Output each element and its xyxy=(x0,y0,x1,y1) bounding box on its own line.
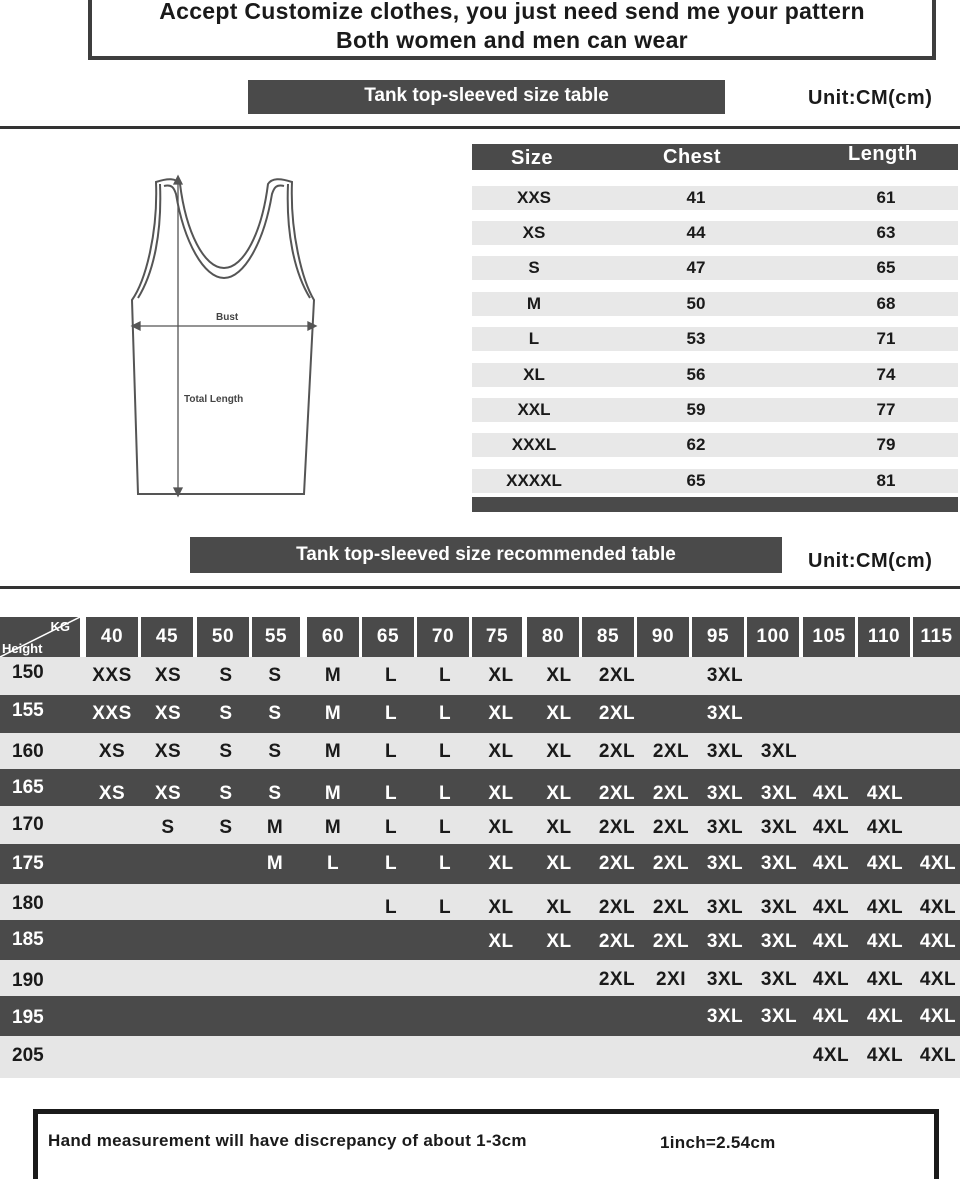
size-recommendation: 3XL xyxy=(706,897,744,918)
weight-header-cell: 45 xyxy=(141,617,193,657)
size-recommendation: 3XL xyxy=(760,853,798,874)
size-recommendation: XS xyxy=(98,783,126,804)
weight-header-cell: 75 xyxy=(472,617,522,657)
length-cell: 77 xyxy=(876,400,896,419)
size-recommendation: L xyxy=(384,783,398,804)
chest-cell: 65 xyxy=(686,471,706,490)
chest-cell: 47 xyxy=(686,258,706,277)
recommend-row xyxy=(0,695,960,733)
size-recommendation: S xyxy=(268,665,282,686)
size-recommendation: M xyxy=(324,665,342,686)
size-recommendation: XL xyxy=(546,665,572,686)
size-recommendation: XL xyxy=(546,853,572,874)
weight-header-cell: 95 xyxy=(692,617,744,657)
size-recommendation: XL xyxy=(488,703,514,724)
recommend-row xyxy=(0,996,960,1036)
size-recommendation: XL xyxy=(488,665,514,686)
recommend-row xyxy=(0,769,960,806)
size-row xyxy=(472,186,958,210)
weight-header-cell: 90 xyxy=(637,617,689,657)
size-row xyxy=(472,327,958,351)
header-subtitle: Both women and men can wear xyxy=(336,27,688,53)
size-recommendation: 4XL xyxy=(919,1045,957,1066)
size-recommendation: 2XL xyxy=(598,931,636,952)
size-recommendation: 3XL xyxy=(706,783,744,804)
size-recommendation: S xyxy=(219,783,233,804)
bust-label: Bust xyxy=(216,312,239,323)
size-recommendation: 2XL xyxy=(652,817,690,838)
size-recommendation: M xyxy=(324,703,342,724)
header-size: Size xyxy=(511,147,554,169)
size-recommendation: 2XI xyxy=(655,969,687,990)
height-value: 180 xyxy=(12,893,44,914)
size-recommendation: 3XL xyxy=(706,931,744,952)
size-cell: XS xyxy=(522,223,546,242)
size-table-unit: Unit:CM(cm) xyxy=(808,87,933,109)
size-recommendation: 3XL xyxy=(706,741,744,762)
length-cell: 79 xyxy=(876,435,896,454)
size-row xyxy=(472,398,958,422)
chest-cell: 56 xyxy=(686,365,706,384)
weight-header-cell: 110 xyxy=(858,617,910,657)
size-recommendation: 4XL xyxy=(812,969,850,990)
total-length-label: Total Length xyxy=(184,394,244,405)
size-recommendation: XXS xyxy=(92,665,132,686)
length-cell: 74 xyxy=(876,365,896,384)
divider xyxy=(0,126,960,129)
size-recommendation: 2XL xyxy=(652,897,690,918)
size-recommendation: S xyxy=(219,665,233,686)
size-recommendation: XS xyxy=(154,741,182,762)
height-value: 155 xyxy=(12,700,44,721)
size-recommendation: S xyxy=(268,741,282,762)
height-value: 205 xyxy=(12,1045,44,1066)
size-recommendation: 3XL xyxy=(706,703,744,724)
size-recommendation: 2XL xyxy=(598,853,636,874)
tank-top-diagram xyxy=(124,172,324,502)
size-recommendation: XL xyxy=(546,897,572,918)
chest-cell: 53 xyxy=(686,329,706,348)
recommend-row xyxy=(0,884,960,920)
size-recommendation: XS xyxy=(154,703,182,724)
size-recommendation: M xyxy=(266,853,284,874)
size-recommendation: XL xyxy=(488,897,514,918)
weight-header-cell: 50 xyxy=(197,617,249,657)
size-recommendation: L xyxy=(438,665,452,686)
size-recommendation: 2XL xyxy=(598,703,636,724)
size-recommendation: XXS xyxy=(92,703,132,724)
size-recommendation: 4XL xyxy=(866,969,904,990)
size-recommendation: 4XL xyxy=(812,931,850,952)
length-cell: 61 xyxy=(876,188,896,207)
length-cell: 68 xyxy=(876,294,896,313)
weight-header-cell: 105 xyxy=(803,617,855,657)
size-recommendation: L xyxy=(438,783,452,804)
size-recommendation: XS xyxy=(98,741,126,762)
weight-header-cell: 65 xyxy=(362,617,414,657)
corner-header xyxy=(0,617,80,657)
size-recommendation: 4XL xyxy=(866,1045,904,1066)
recommend-row xyxy=(0,806,960,844)
size-recommendation: 4XL xyxy=(866,1006,904,1027)
measurement-note: Hand measurement will have discrepancy of about 1-3cm xyxy=(48,1131,527,1150)
size-recommendation: 4XL xyxy=(866,817,904,838)
size-recommendation: 2XL xyxy=(652,853,690,874)
size-recommendation: XL xyxy=(546,783,572,804)
size-recommendation: S xyxy=(219,817,233,838)
size-recommendation: 4XL xyxy=(866,853,904,874)
size-recommendation: 4XL xyxy=(866,897,904,918)
size-recommendation: 4XL xyxy=(919,1006,957,1027)
recommend-table-unit: Unit:CM(cm) xyxy=(808,550,933,572)
size-recommendation: 2XL xyxy=(652,931,690,952)
size-recommendation: 2XL xyxy=(598,897,636,918)
size-recommendation: XL xyxy=(546,741,572,762)
size-recommendation: 3XL xyxy=(760,931,798,952)
size-recommendation: 4XL xyxy=(812,817,850,838)
size-recommendation: S xyxy=(219,703,233,724)
recommend-row xyxy=(0,733,960,769)
recommend-row xyxy=(0,920,960,960)
height-value: 170 xyxy=(12,814,44,835)
size-recommendation: L xyxy=(384,853,398,874)
size-recommendation: M xyxy=(266,817,284,838)
recommend-row xyxy=(0,960,960,996)
chest-cell: 50 xyxy=(686,294,706,313)
size-recommendation: 3XL xyxy=(760,897,798,918)
size-recommendation: XL xyxy=(546,703,572,724)
size-table-header xyxy=(472,144,958,170)
size-recommendation: 3XL xyxy=(706,665,744,686)
height-value: 190 xyxy=(12,970,44,991)
size-recommendation: M xyxy=(324,741,342,762)
divider xyxy=(0,586,960,589)
size-recommendation: 4XL xyxy=(866,931,904,952)
length-cell: 71 xyxy=(876,329,896,348)
size-recommendation: 2XL xyxy=(598,817,636,838)
size-recommendation: XS xyxy=(154,783,182,804)
size-recommendation: XL xyxy=(488,817,514,838)
size-recommendation: 4XL xyxy=(919,969,957,990)
size-recommendation: 4XL xyxy=(919,897,957,918)
chest-cell: 62 xyxy=(686,435,706,454)
height-value: 150 xyxy=(12,662,44,683)
size-recommendation: 4XL xyxy=(866,783,904,804)
size-recommendation: XL xyxy=(488,931,514,952)
chest-cell: 44 xyxy=(686,223,706,242)
size-recommendation: 3XL xyxy=(706,1006,744,1027)
size-recommendation: L xyxy=(438,741,452,762)
height-value: 175 xyxy=(12,853,44,874)
size-row xyxy=(472,469,958,493)
size-row xyxy=(472,256,958,280)
weight-header-cell: 70 xyxy=(417,617,469,657)
weight-header-cell: 40 xyxy=(86,617,138,657)
size-recommendation: 3XL xyxy=(760,817,798,838)
size-recommendation: XL xyxy=(546,931,572,952)
length-cell: 81 xyxy=(876,471,896,490)
weight-header-cell: 100 xyxy=(747,617,799,657)
chest-cell: 59 xyxy=(686,400,706,419)
size-recommendation: S xyxy=(219,741,233,762)
weight-header-cell: 115 xyxy=(913,617,960,657)
size-recommendation: 4XL xyxy=(812,1006,850,1027)
size-recommendation: XL xyxy=(488,783,514,804)
size-recommendation: XL xyxy=(546,817,572,838)
size-recommendation: S xyxy=(161,817,175,838)
size-recommendation: L xyxy=(384,703,398,724)
size-recommendation: 4XL xyxy=(812,853,850,874)
size-recommendation: 3XL xyxy=(706,817,744,838)
recommend-row xyxy=(0,657,960,695)
size-recommendation: 2XL xyxy=(598,969,636,990)
size-row xyxy=(472,292,958,316)
size-recommendation: L xyxy=(384,817,398,838)
size-recommendation: S xyxy=(268,783,282,804)
height-value: 165 xyxy=(12,777,44,798)
size-recommendation: 3XL xyxy=(760,741,798,762)
size-recommendation: 2XL xyxy=(652,741,690,762)
weight-header-cell: 60 xyxy=(307,617,359,657)
size-recommendation: XL xyxy=(488,853,514,874)
size-recommendation: L xyxy=(384,665,398,686)
size-recommendation: 2XL xyxy=(598,665,636,686)
header-length: Length xyxy=(848,143,918,165)
corner-height-label: Height xyxy=(2,641,43,656)
size-recommendation: L xyxy=(326,853,340,874)
size-recommendation: 2XL xyxy=(598,741,636,762)
size-recommendation: 4XL xyxy=(919,931,957,952)
size-cell: XXL xyxy=(517,400,551,419)
size-cell: M xyxy=(526,294,542,313)
size-cell: S xyxy=(528,258,540,277)
height-value: 185 xyxy=(12,929,44,950)
size-recommendation: M xyxy=(324,783,342,804)
size-recommendation: XL xyxy=(488,741,514,762)
size-recommendation: 3XL xyxy=(760,783,798,804)
size-recommendation: 3XL xyxy=(706,853,744,874)
size-recommendation: 3XL xyxy=(706,969,744,990)
size-recommendation: 4XL xyxy=(812,897,850,918)
size-recommendation: 2XL xyxy=(598,783,636,804)
header-chest: Chest xyxy=(663,146,722,168)
size-recommendation: 4XL xyxy=(812,783,850,804)
size-row xyxy=(472,363,958,387)
inch-conversion: 1inch=2.54cm xyxy=(660,1133,776,1152)
recommend-table-title: Tank top-sleeved size recommended table xyxy=(190,537,782,573)
size-recommendation: M xyxy=(324,817,342,838)
height-value: 195 xyxy=(12,1007,44,1028)
size-table-footer-bar xyxy=(472,497,958,512)
size-recommendation: S xyxy=(268,703,282,724)
size-recommendation: 3XL xyxy=(760,969,798,990)
size-recommendation: 3XL xyxy=(760,1006,798,1027)
recommend-row xyxy=(0,1036,960,1078)
size-recommendation: L xyxy=(384,741,398,762)
chest-cell: 41 xyxy=(686,188,706,207)
weight-header-cell: 80 xyxy=(527,617,579,657)
size-cell: XXXL xyxy=(511,435,557,454)
size-recommendation: 2XL xyxy=(652,783,690,804)
size-recommendation: 4XL xyxy=(812,1045,850,1066)
corner-kg-label: KG xyxy=(50,619,70,634)
length-cell: 63 xyxy=(876,223,896,242)
size-cell: XXXXL xyxy=(506,471,562,490)
size-recommendation: L xyxy=(384,897,398,918)
size-recommendation: XS xyxy=(154,665,182,686)
weight-header-cell: 55 xyxy=(252,617,300,657)
length-cell: 65 xyxy=(876,258,896,277)
size-recommendation: 4XL xyxy=(919,853,957,874)
size-recommendation: L xyxy=(438,817,452,838)
size-cell: XL xyxy=(523,365,545,384)
size-recommendation: L xyxy=(438,703,452,724)
size-table-title: Tank top-sleeved size table xyxy=(248,80,725,114)
weight-header-cell: 85 xyxy=(582,617,634,657)
header-title: Accept Customize clothes, you just need send me your pattern xyxy=(159,0,865,24)
size-row xyxy=(472,221,958,245)
height-value: 160 xyxy=(12,741,44,762)
size-row xyxy=(472,433,958,457)
size-recommendation: L xyxy=(438,897,452,918)
recommend-row xyxy=(0,844,960,884)
size-cell: L xyxy=(528,329,540,348)
size-recommendation: L xyxy=(438,853,452,874)
size-cell: XXS xyxy=(516,188,552,207)
